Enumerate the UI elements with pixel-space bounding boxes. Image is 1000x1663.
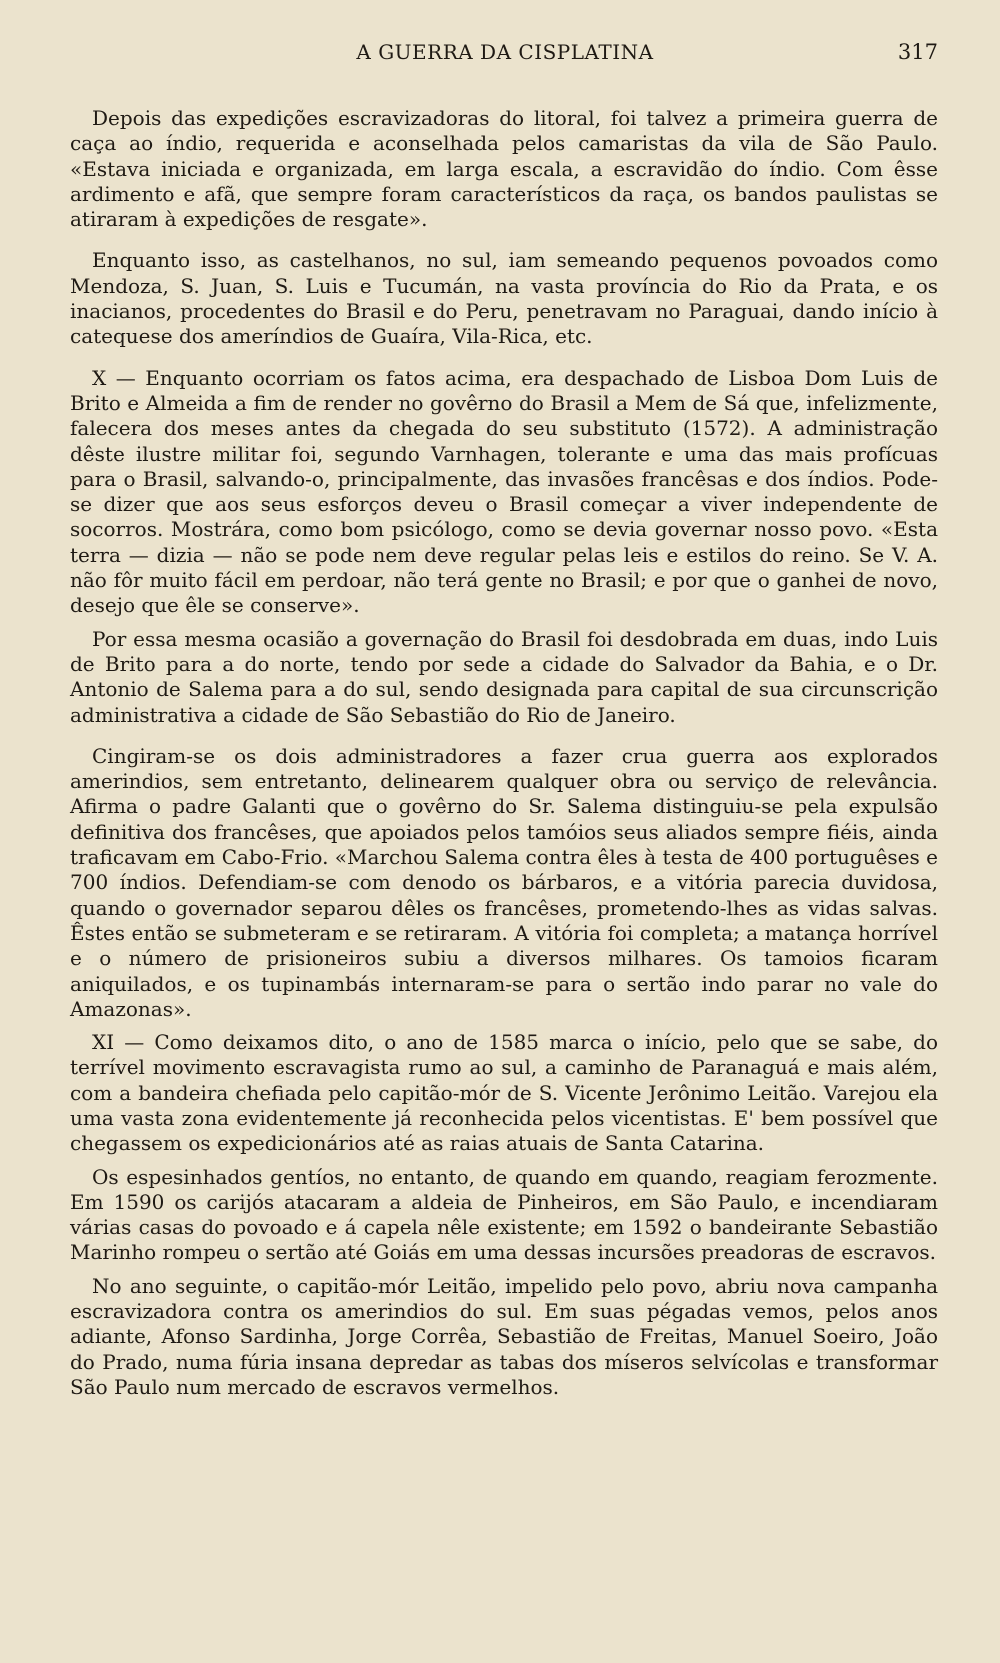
paragraph-7: Os espesinhados gentíos, no entanto, de quando em quando, reagiam ferozmente. Em 1590 os carijós atacaram a aldeia de Pinheiros, em São Paulo, e incendiaram várias casas do povoado e á capela nêle existente; em 1592 o bandeirante Sebastião Marinho rompeu o sertão até Goiás em uma dessas incursões preadoras de escravos. (70, 1164, 938, 1265)
paragraph-5: Cingiram-se os dois administradores a fazer crua guerra aos explorados amerindios, sem entretanto, delinearem qualquer obra ou serviço de relevância. Afirma o padre Galanti que o govêrno do Sr. Salema distinguiu-se pela expulsão definitiva dos francêses, que apoiados pelos tamóios seus aliados sempre fiéis, ainda traficavam em Cabo-Frio. «Marchou Salema contra êles à testa de 400 portuguêses e 700 índios. Defendiam-se com denodo os bárbaros, e a vitória parecia duvidosa, quando o governador separou dêles os francêses, prometendo-lhes as vidas salvas. Êstes então se submeteram e se retiraram. A vitória foi completa; a matança horrível e o número de prisioneiros subiu a diversos milhares. Os tamoios ficaram aniquilados, e os tupinambás internaram-se para o sertão indo parar no vale do Amazonas». (70, 743, 938, 1021)
paragraph-4: Por essa mesma ocasião a governação do Brasil foi desdobrada em duas, indo Luis de Brito para a do norte, tendo por sede a cidade do Salvador da Bahia, e o Dr. Antonio de Salema para a do sul, sendo designada para capital de sua circunscrição administrativa a cidade de São Sebastião do Rio de Janeiro. (70, 626, 938, 727)
paragraph-6: XI — Como deixamos dito, o ano de 1585 marca o início, pelo que se sabe, do terrível movimento escravagista rumo ao sul, a caminho de Paranaguá e mais além, com a bandeira chefiada pelo capitão-mór de S. Vicente Jerônimo Leitão. Varejou ela uma vasta zona evidentemente já reconhecida pelos vicentistas. E' bem possível que chegassem os expedicionários até as raias atuais de Santa Catarina. (70, 1030, 938, 1156)
page-number: 317 (897, 40, 938, 64)
paragraph-1: Depois das expedições escravizadoras do litoral, foi talvez a primeira guerra de caça ao índio, requerida e aconselhada pelos camaristas da vila de São Paulo. «Estava iniciada e organizada, em larga escala, a escravidão do índio. Com êsse ardimento e afã, que sempre foram característicos da raça, os bandos paulistas se atiraram à expedições de resgate». (70, 106, 938, 232)
running-title: A GUERRA DA CISPLATINA (356, 40, 654, 64)
body-text (70, 106, 938, 1408)
paragraph-8: No ano seguinte, o capitão-mór Leitão, impelido pelo povo, abriu nova campanha escravizadora contra os amerindios do sul. Em suas pégadas vemos, pelos anos adiante, Afonso Sardinha, Jorge Corrêa, Sebastião de Freitas, Manuel Soeiro, João do Prado, numa fúria insana depredar as tabas dos míseros selvícolas e transformar São Paulo num mercado de escravos vermelhos. (70, 1273, 938, 1399)
paragraph-2: Enquanto isso, as castelhanos, no sul, iam semeando pequenos povoados como Mendoza, S. Juan, S. Luis e Tucumán, na vasta província do Rio da Prata, e os inacianos, procedentes do Brasil e do Peru, penetravam no Paraguai, dando início à catequese dos ameríndios de Guaíra, Vila-Rica, etc. (70, 248, 938, 349)
page-header (72, 40, 938, 76)
paragraph-3: X — Enquanto ocorriam os fatos acima, era despachado de Lisboa Dom Luis de Brito e Almeida a fim de render no govêrno do Brasil a Mem de Sá que, infelizmente, falecera dos meses antes da chegada do seu substituto (1572). A administração dêste ilustre militar foi, segundo Varnhagen, tolerante e uma das mais profícuas para o Brasil, salvando-o, principalmente, das invasões francêsas e dos índios. Pode-se dizer que aos seus esforços deveu o Brasil começar a viver independente de socorros. Mostrára, como bom psicólogo, como se devia governar nosso povo. «Esta terra — dizia — não se pode nem deve regular pelas leis e estilos do reino. Se V. A. não fôr muito fácil em perdoar, não terá gente no Brasil; e por que o ganhei de novo, desejo que êle se conserve». (70, 365, 938, 618)
